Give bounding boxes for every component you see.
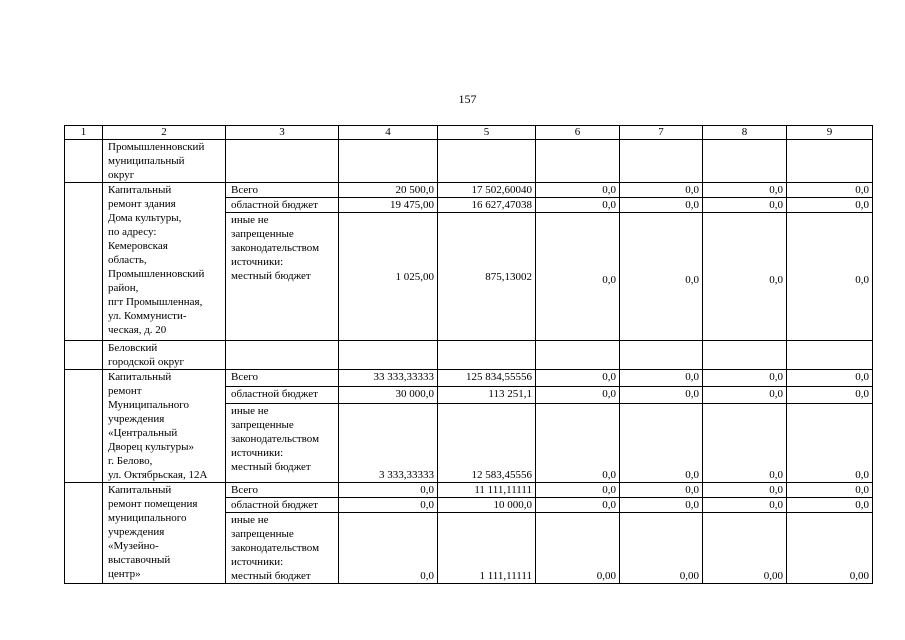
value-cell: 125 834,55556 bbox=[438, 370, 536, 387]
value-cell: 0,0 bbox=[787, 183, 873, 198]
page-number: 157 bbox=[458, 92, 477, 106]
column-header: 3 bbox=[226, 126, 339, 140]
district-name: Промышленновский муниципальный округ bbox=[103, 140, 226, 183]
value-cell: 0,0 bbox=[703, 386, 787, 403]
value-cell: 0,0 bbox=[703, 198, 787, 213]
value-cell: 0,0 bbox=[536, 403, 620, 482]
value-cell: 0,0 bbox=[620, 370, 703, 387]
value-cell: 0,0 bbox=[703, 183, 787, 198]
value-cell: 1 025,00 bbox=[339, 213, 438, 341]
value-cell: 0,0 bbox=[787, 483, 873, 498]
column-header: 4 bbox=[339, 126, 438, 140]
value-cell: 0,0 bbox=[620, 483, 703, 498]
value-cell: 11 111,11111 bbox=[438, 483, 536, 498]
value-cell: 0,0 bbox=[339, 513, 438, 584]
value-cell: 10 000,0 bbox=[438, 498, 536, 513]
table-row bbox=[65, 370, 873, 387]
value-cell: 875,13002 bbox=[438, 213, 536, 341]
value-cell: 0,0 bbox=[703, 483, 787, 498]
value-cell: 0,0 bbox=[536, 198, 620, 213]
value-cell: 0,0 bbox=[787, 403, 873, 482]
budget-table bbox=[64, 125, 873, 584]
value-cell: 0,0 bbox=[339, 483, 438, 498]
funding-source: иные не запрещенные законодательством источники: местный бюджет bbox=[226, 213, 339, 341]
district-row bbox=[65, 140, 873, 183]
value-cell: 0,0 bbox=[536, 386, 620, 403]
value-cell: 0,0 bbox=[787, 498, 873, 513]
column-header: 1 bbox=[65, 126, 103, 140]
value-cell: 0,00 bbox=[536, 513, 620, 584]
funding-source: Всего bbox=[226, 483, 339, 498]
column-header: 5 bbox=[438, 126, 536, 140]
value-cell: 0,0 bbox=[787, 213, 873, 341]
value-cell: 0,0 bbox=[620, 213, 703, 341]
column-header: 7 bbox=[620, 126, 703, 140]
table-row bbox=[65, 483, 873, 498]
value-cell: 0,00 bbox=[787, 513, 873, 584]
funding-source: Всего bbox=[226, 183, 339, 198]
value-cell: 0,0 bbox=[787, 198, 873, 213]
value-cell: 30 000,0 bbox=[339, 386, 438, 403]
value-cell: 0,0 bbox=[536, 370, 620, 387]
value-cell: 33 333,33333 bbox=[339, 370, 438, 387]
value-cell: 0,0 bbox=[536, 498, 620, 513]
funding-source: областной бюджет bbox=[226, 386, 339, 403]
value-cell: 0,0 bbox=[339, 498, 438, 513]
funding-source: иные не запрещенные законодательством источники: местный бюджет bbox=[226, 403, 339, 482]
value-cell: 16 627,47038 bbox=[438, 198, 536, 213]
value-cell: 0,0 bbox=[703, 498, 787, 513]
funding-source: иные не запрещенные законодательством источники: местный бюджет bbox=[226, 513, 339, 584]
value-cell: 113 251,1 bbox=[438, 386, 536, 403]
project-name: Капитальный ремонт здания Дома культуры, по адресу: Кемеровская область, Промышленновский район, пгт Промышленная, ул. Коммунисти- ческая, д. 20 bbox=[103, 183, 226, 341]
value-cell: 0,0 bbox=[787, 386, 873, 403]
district-row bbox=[65, 341, 873, 370]
value-cell: 1 111,11111 bbox=[438, 513, 536, 584]
value-cell: 0,00 bbox=[703, 513, 787, 584]
value-cell: 0,0 bbox=[620, 198, 703, 213]
funding-source: областной бюджет bbox=[226, 198, 339, 213]
value-cell: 0,0 bbox=[703, 213, 787, 341]
funding-source: Всего bbox=[226, 370, 339, 387]
project-name: Капитальный ремонт помещения муниципального учреждения «Музейно- выставочный центр» bbox=[103, 483, 226, 584]
funding-source: областной бюджет bbox=[226, 498, 339, 513]
value-cell: 0,0 bbox=[620, 403, 703, 482]
column-header: 8 bbox=[703, 126, 787, 140]
value-cell: 0,0 bbox=[536, 213, 620, 341]
column-header: 2 bbox=[103, 126, 226, 140]
value-cell: 0,0 bbox=[620, 498, 703, 513]
value-cell: 0,0 bbox=[703, 370, 787, 387]
project-name: Капитальный ремонт Муниципального учреждения «Центральный Дворец культуры» г. Белово, ул. Октябрьская, 12А bbox=[103, 370, 226, 483]
value-cell: 0,00 bbox=[620, 513, 703, 584]
column-header: 9 bbox=[787, 126, 873, 140]
value-cell: 12 583,45556 bbox=[438, 403, 536, 482]
value-cell: 20 500,0 bbox=[339, 183, 438, 198]
table-row bbox=[65, 183, 873, 198]
value-cell: 17 502,60040 bbox=[438, 183, 536, 198]
district-name: Беловский городской округ bbox=[103, 341, 226, 370]
value-cell: 0,0 bbox=[703, 403, 787, 482]
value-cell: 3 333,33333 bbox=[339, 403, 438, 482]
value-cell: 0,0 bbox=[787, 370, 873, 387]
value-cell: 19 475,00 bbox=[339, 198, 438, 213]
value-cell: 0,0 bbox=[536, 483, 620, 498]
value-cell: 0,0 bbox=[620, 386, 703, 403]
value-cell: 0,0 bbox=[536, 183, 620, 198]
column-number-row bbox=[65, 126, 873, 140]
value-cell: 0,0 bbox=[620, 183, 703, 198]
column-header: 6 bbox=[536, 126, 620, 140]
